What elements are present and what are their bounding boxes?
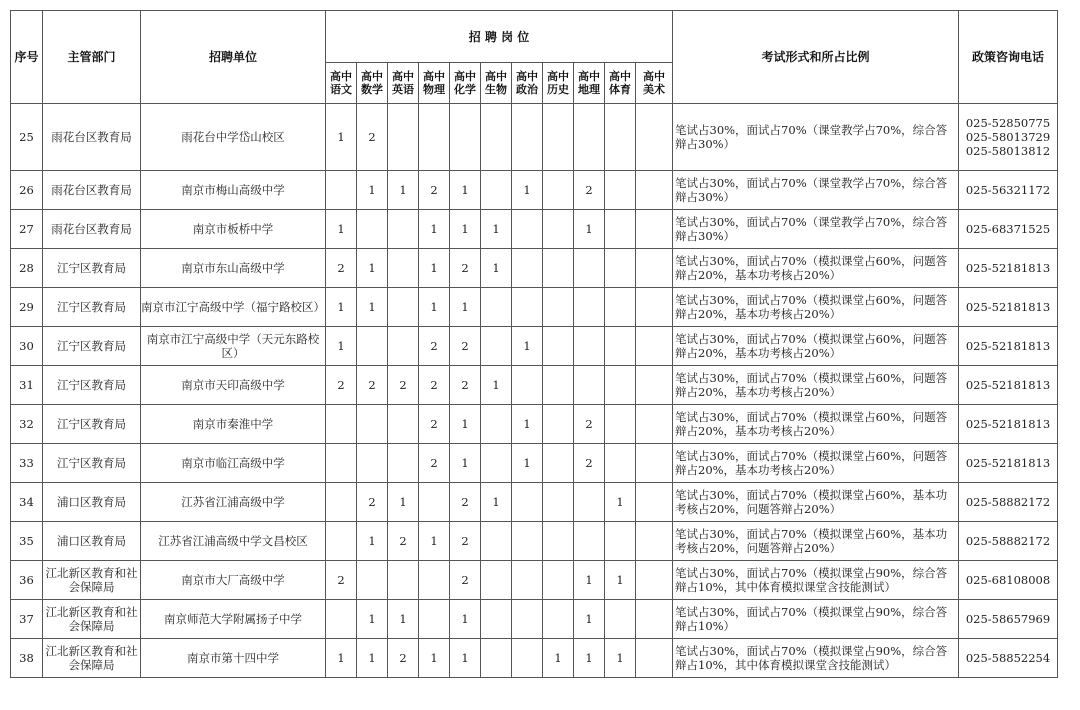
row-position-count: 1 [512,327,543,366]
phone-number: 025-58013812 [965,144,1051,158]
row-phone [959,288,1058,327]
row-position-count: 2 [450,327,481,366]
row-position-count [388,327,419,366]
row-position-count [636,444,673,483]
row-position-count: 1 [388,600,419,639]
header-subject-line: 英语 [392,83,414,96]
row-position-count [636,249,673,288]
row-position-count: 1 [419,249,450,288]
row-position-count: 1 [512,405,543,444]
row-position-count [543,444,574,483]
header-subject-line: 物理 [423,83,445,96]
row-unit: 南京市大厂高级中学 [141,561,326,600]
row-position-count: 1 [326,104,357,171]
row-position-count: 1 [481,483,512,522]
row-position-count [543,327,574,366]
phone-number: 025-52181813 [965,261,1051,275]
row-position-count: 1 [326,327,357,366]
row-position-count [481,171,512,210]
row-position-count: 1 [450,600,481,639]
row-position-count [543,405,574,444]
row-position-count [481,600,512,639]
phone-number: 025-52181813 [965,417,1051,431]
table-row [11,171,1058,210]
row-position-count [605,600,636,639]
row-phone [959,522,1058,561]
row-position-count: 1 [357,600,388,639]
row-unit: 南京市秦淮中学 [141,405,326,444]
row-unit: 南京市临江高级中学 [141,444,326,483]
row-position-count: 2 [450,366,481,405]
row-position-count [512,522,543,561]
row-number: 37 [11,600,43,639]
row-position-count: 2 [419,444,450,483]
row-position-count: 2 [450,249,481,288]
row-dept: 江宁区教育局 [43,327,141,366]
row-exam-ratio: 笔试占30%，面试占70%（模拟课堂占60%，问题答辩占20%，基本功考核占20%） [673,327,959,366]
row-position-count [605,171,636,210]
row-position-count: 1 [450,639,481,678]
table-row [11,522,1058,561]
row-exam-ratio: 笔试占30%，面试占70%（模拟课堂占60%，问题答辩占20%，基本功考核占20%） [673,405,959,444]
row-position-count [636,600,673,639]
row-position-count [481,288,512,327]
row-position-count: 1 [357,249,388,288]
header-ratio: 考试形式和所占比例 [673,11,959,104]
header-subject-line: 高中 [330,70,352,83]
row-position-count: 2 [357,104,388,171]
row-position-count [605,522,636,561]
header-subject [636,63,673,104]
row-position-count [574,327,605,366]
table-row [11,483,1058,522]
row-position-count: 1 [326,210,357,249]
row-number: 30 [11,327,43,366]
header-subject [326,63,357,104]
row-position-count [543,483,574,522]
row-position-count [512,104,543,171]
row-phone [959,561,1058,600]
row-position-count [605,210,636,249]
row-position-count [326,483,357,522]
row-position-count [357,210,388,249]
row-position-count [543,600,574,639]
header-subject-line: 政治 [516,83,538,96]
row-position-count: 1 [388,171,419,210]
row-position-count [357,561,388,600]
row-position-count [388,561,419,600]
row-position-count [388,288,419,327]
phone-number: 025-58852254 [965,651,1051,665]
table-row [11,288,1058,327]
row-position-count [512,483,543,522]
row-position-count [605,288,636,327]
row-position-count [543,288,574,327]
row-position-count [481,444,512,483]
row-position-count [388,444,419,483]
phone-number: 025-52181813 [965,378,1051,392]
header-subject-line: 历史 [547,83,569,96]
row-position-count: 1 [326,639,357,678]
row-position-count [636,104,673,171]
phone-number: 025-68108008 [965,573,1051,587]
row-dept: 雨花台区教育局 [43,104,141,171]
row-number: 26 [11,171,43,210]
row-number: 34 [11,483,43,522]
row-position-count [326,522,357,561]
row-position-count [636,639,673,678]
header-subject-line: 化学 [454,83,476,96]
table-body [11,104,1058,678]
row-position-count [543,104,574,171]
table-row [11,210,1058,249]
row-dept: 江宁区教育局 [43,288,141,327]
table-row [11,249,1058,288]
header-subject-line: 生物 [485,83,507,96]
row-position-count [326,405,357,444]
row-number: 38 [11,639,43,678]
table-row [11,366,1058,405]
row-unit: 江苏省江浦高级中学文昌校区 [141,522,326,561]
row-position-count [605,327,636,366]
row-position-count [636,522,673,561]
table-row [11,405,1058,444]
row-position-count: 1 [357,171,388,210]
header-subject-line: 高中 [643,70,665,83]
row-position-count: 2 [419,171,450,210]
row-exam-ratio: 笔试占30%，面试占70%（模拟课堂占60%，基本功考核占20%，问题答辩占20%） [673,522,959,561]
row-unit: 南京市梅山高级中学 [141,171,326,210]
row-dept: 浦口区教育局 [43,522,141,561]
row-number: 36 [11,561,43,600]
row-position-count [543,249,574,288]
row-position-count: 2 [388,522,419,561]
header-subject-line: 高中 [361,70,383,83]
table-row [11,600,1058,639]
row-unit: 南京师范大学附属扬子中学 [141,600,326,639]
row-position-count: 1 [450,288,481,327]
row-position-count: 1 [450,210,481,249]
header-subject [605,63,636,104]
header-subject-line: 高中 [516,70,538,83]
row-position-count: 1 [574,600,605,639]
row-position-count: 1 [574,639,605,678]
row-position-count [512,639,543,678]
row-position-count: 1 [605,561,636,600]
row-position-count [326,600,357,639]
phone-number: 025-58882172 [965,495,1051,509]
row-position-count [574,249,605,288]
row-position-count: 2 [326,561,357,600]
row-position-count: 2 [450,522,481,561]
row-position-count [543,561,574,600]
row-phone [959,483,1058,522]
row-phone [959,366,1058,405]
row-position-count: 2 [388,639,419,678]
row-position-count [419,483,450,522]
row-unit: 南京市第十四中学 [141,639,326,678]
row-dept: 江宁区教育局 [43,249,141,288]
row-unit: 南京市江宁高级中学（天元东路校区） [141,327,326,366]
row-position-count: 1 [326,288,357,327]
row-exam-ratio: 笔试占30%，面试占70%（模拟课堂占60%，问题答辩占20%，基本功考核占20%） [673,288,959,327]
row-position-count [388,249,419,288]
row-unit: 雨花台中学岱山校区 [141,104,326,171]
row-position-count [481,561,512,600]
row-position-count: 1 [574,210,605,249]
header-subject [450,63,481,104]
row-position-count: 1 [357,639,388,678]
header-subject [419,63,450,104]
header-unit: 招聘单位 [141,11,326,104]
row-position-count: 1 [481,210,512,249]
row-position-count [388,210,419,249]
row-position-count [543,366,574,405]
row-number: 32 [11,405,43,444]
header-subject [357,63,388,104]
header-subject-line: 高中 [485,70,507,83]
row-position-count [636,483,673,522]
phone-number: 025-52181813 [965,300,1051,314]
row-position-count [512,366,543,405]
row-position-count: 2 [326,366,357,405]
row-position-count [543,210,574,249]
header-positions-group: 招 聘 岗 位 [326,11,673,63]
row-position-count [326,171,357,210]
row-number: 27 [11,210,43,249]
row-dept: 江宁区教育局 [43,405,141,444]
row-exam-ratio: 笔试占30%，面试占70%（模拟课堂占90%，综合答辩占10%，其中体育模拟课堂含技能测试） [673,639,959,678]
row-position-count [605,405,636,444]
row-position-count: 2 [450,483,481,522]
header-subject-line: 高中 [392,70,414,83]
header-subject-line: 高中 [578,70,600,83]
row-position-count: 1 [605,483,636,522]
row-position-count [636,327,673,366]
row-position-count [357,327,388,366]
recruitment-table [10,10,1058,678]
row-position-count [574,366,605,405]
row-phone [959,444,1058,483]
row-position-count: 2 [357,483,388,522]
row-position-count [450,104,481,171]
phone-number: 025-52181813 [965,339,1051,353]
row-exam-ratio: 笔试占30%，面试占70%（模拟课堂占60%，问题答辩占20%，基本功考核占20%） [673,249,959,288]
row-position-count [574,522,605,561]
row-position-count [481,522,512,561]
row-position-count [512,600,543,639]
table-row [11,327,1058,366]
row-position-count: 1 [419,288,450,327]
row-position-count: 1 [481,249,512,288]
row-position-count [357,405,388,444]
row-position-count: 2 [388,366,419,405]
row-phone [959,171,1058,210]
row-dept: 雨花台区教育局 [43,210,141,249]
row-position-count [605,444,636,483]
header-subject-line: 高中 [423,70,445,83]
phone-number: 025-52181813 [965,456,1051,470]
row-position-count [419,561,450,600]
row-exam-ratio: 笔试占30%，面试占70%（模拟课堂占60%，基本功考核占20%，问题答辩占20%） [673,483,959,522]
row-position-count [419,104,450,171]
header-dept: 主管部门 [43,11,141,104]
row-phone [959,600,1058,639]
row-position-count [574,288,605,327]
row-position-count: 1 [357,522,388,561]
row-unit: 南京市板桥中学 [141,210,326,249]
row-position-count [419,600,450,639]
row-position-count [636,171,673,210]
header-no: 序号 [11,11,43,104]
row-dept: 江北新区教育和社会保障局 [43,600,141,639]
row-dept: 浦口区教育局 [43,483,141,522]
header-subject-line: 高中 [609,70,631,83]
phone-number: 025-58657969 [965,612,1051,626]
row-number: 31 [11,366,43,405]
row-position-count: 1 [574,561,605,600]
row-position-count [512,561,543,600]
row-position-count [388,104,419,171]
table-row [11,639,1058,678]
row-position-count: 2 [326,249,357,288]
row-unit: 南京市江宁高级中学（福宁路校区） [141,288,326,327]
row-dept: 江北新区教育和社会保障局 [43,561,141,600]
row-position-count: 2 [450,561,481,600]
row-dept: 江宁区教育局 [43,366,141,405]
row-position-count [605,366,636,405]
row-position-count: 1 [512,444,543,483]
header-subject-line: 体育 [609,83,631,96]
row-exam-ratio: 笔试占30%，面试占70%（模拟课堂占60%，问题答辩占20%，基本功考核占20%） [673,366,959,405]
header-subject-line: 高中 [547,70,569,83]
row-exam-ratio: 笔试占30%，面试占70%（模拟课堂占60%，问题答辩占20%，基本功考核占20%） [673,444,959,483]
row-position-count [636,405,673,444]
row-position-count [512,210,543,249]
row-position-count [481,405,512,444]
header-subject-line: 语文 [330,83,352,96]
row-position-count: 1 [357,288,388,327]
row-phone [959,639,1058,678]
row-position-count: 1 [481,366,512,405]
row-phone [959,249,1058,288]
row-exam-ratio: 笔试占30%，面试占70%（模拟课堂占90%，综合答辩占10%） [673,600,959,639]
phone-number: 025-58882172 [965,534,1051,548]
row-exam-ratio: 笔试占30%，面试占70%（课堂教学占70%，综合答辩占30%） [673,171,959,210]
row-unit: 南京市天印高级中学 [141,366,326,405]
row-position-count [574,104,605,171]
header-subject [543,63,574,104]
header-subject-line: 美术 [643,83,665,96]
header-subject [481,63,512,104]
row-position-count [481,639,512,678]
header-subject-line: 高中 [454,70,476,83]
table-row [11,104,1058,171]
phone-number: 025-56321172 [965,183,1051,197]
row-position-count [481,104,512,171]
row-position-count [636,288,673,327]
row-unit: 南京市东山高级中学 [141,249,326,288]
row-position-count: 1 [543,639,574,678]
header-subject [388,63,419,104]
row-position-count [636,210,673,249]
row-position-count [357,444,388,483]
row-number: 28 [11,249,43,288]
row-dept: 雨花台区教育局 [43,171,141,210]
row-dept: 江宁区教育局 [43,444,141,483]
phone-number: 025-68371525 [965,222,1051,236]
row-position-count: 1 [419,639,450,678]
header-subject [512,63,543,104]
header-subject [574,63,605,104]
row-unit: 江苏省江浦高级中学 [141,483,326,522]
row-number: 35 [11,522,43,561]
row-position-count [636,561,673,600]
row-phone [959,104,1058,171]
row-position-count: 2 [419,327,450,366]
row-position-count [574,483,605,522]
row-phone [959,327,1058,366]
row-exam-ratio: 笔试占30%，面试占70%（课堂教学占70%，综合答辩占30%） [673,210,959,249]
row-position-count: 2 [357,366,388,405]
row-position-count: 1 [419,210,450,249]
phone-number: 025-52850775 [965,116,1051,130]
row-exam-ratio: 笔试占30%，面试占70%（模拟课堂占90%，综合答辩占10%，其中体育模拟课堂含技能测试） [673,561,959,600]
row-phone [959,210,1058,249]
row-position-count: 1 [450,405,481,444]
row-position-count [543,522,574,561]
row-position-count: 2 [419,366,450,405]
table-row [11,561,1058,600]
row-position-count [605,104,636,171]
row-position-count: 2 [419,405,450,444]
row-exam-ratio: 笔试占30%，面试占70%（课堂教学占70%，综合答辩占30%） [673,104,959,171]
row-phone [959,405,1058,444]
row-position-count: 1 [512,171,543,210]
table-row [11,444,1058,483]
row-position-count: 1 [605,639,636,678]
row-position-count [512,249,543,288]
row-dept: 江北新区教育和社会保障局 [43,639,141,678]
phone-number: 025-58013729 [965,130,1051,144]
row-position-count: 1 [388,483,419,522]
row-position-count [543,171,574,210]
row-number: 33 [11,444,43,483]
row-position-count [512,288,543,327]
row-number: 25 [11,104,43,171]
header-subject-line: 数学 [361,83,383,96]
row-position-count: 2 [574,444,605,483]
row-position-count [636,366,673,405]
row-position-count: 2 [574,171,605,210]
row-position-count: 1 [450,444,481,483]
row-position-count: 1 [419,522,450,561]
row-position-count: 2 [574,405,605,444]
header-phone: 政策咨询电话 [959,11,1058,104]
row-position-count [481,327,512,366]
row-position-count [326,444,357,483]
row-number: 29 [11,288,43,327]
row-position-count [605,249,636,288]
row-position-count: 1 [450,171,481,210]
row-position-count [388,405,419,444]
header-subject-line: 地理 [578,83,600,96]
